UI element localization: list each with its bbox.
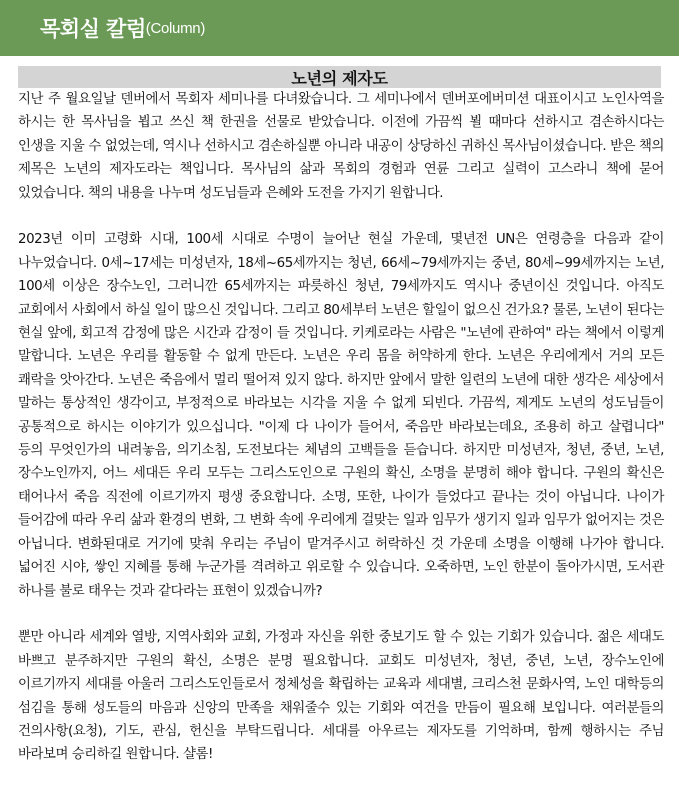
column-header-subtitle: (Column)	[145, 19, 206, 37]
article-title-bar	[18, 66, 661, 88]
column-header-bar	[0, 0, 679, 56]
article-paragraph-2: 2023년 이미 고령화 시대, 100세 시대로 수명이 늘어난 현실 가운데, 몇년전 UN은 연령층을 다음과 같이 나누었습니다. 0세~17세는 미성년자, 18세~65세까지는 청년, 66세~79세까지는 중년, 80세~99세까지는 노년, 100세 이상은 장수노인, 그러니깐 65세까지는 파릇하신 청년, 79세까지도 역시나 중년이신 것입니다. 아직도 교회에서 사회에서 하실 일이 많으신 것입니다. 그리고 80세부터 노년은 할일이 없으신 건가요? 물론, 노년이 된다는 현실 앞에, 회고적 감정에 많은 시간과 감정이 들 것입니다. 키케로라는 사람은 "노년에 관하여" 라는 책에서 이렇게 말합니다. 노년은 우리를 활동할 수 없게 만든다. 노년은 우리 몸을 허약하게 한다. 노년은 우리에게서 거의 모든 쾌락을 앗아간다. 노년은 죽음에서 멀리 떨어져 있지 않다. 하지만 앞에서 말한 일련의 노년에 대한 생각은 세상에서 말하는 통상적인 생각이고, 부정적으로 바라보는 시각을 지울 수 없게 되빈다. 가끔씩, 제게도 노년의 성도님들이 공통적으로 하시는 이야기가 있으십니다. "이제 다 나이가 들어서, 죽음만 바라보는데요, 조용히 하고 살렵니다" 등의 무엇인가의 내려놓음, 의기소침, 도전보다는 체념의 고백들을 듣습니다. 하지만 미성년자, 청년, 중년, 노년, 장수노인까지, 어느 세대든 우리 모두는 그리스도인으로 구원의 확신, 소명을 분명히 해야 합니다. 구원의 확신은 태어나서 죽음 직전에 이르기까지 평생 중요합니다. 소명, 또한, 나이가 들었다고 끝나는 것이 아닙니다. 나이가 들어감에 따라 우리 삶과 환경의 변화, 그 변화 속에 우리에게 걸맞는 일과 임무가 생기지 일과 임무가 없어지는 것은 아닙니다. 변화된대로 거기에 맞춰 우리는 주님이 맡겨주시고 허락하신 것 가운데 소명을 이행해 나가야 합니다. 넓어진 시야, 쌓인 지혜를 통해 누군가를 격려하고 위로할 수 있습니다. 오죽하면, 노인 한분이 돌아가시면, 도서관 하나를 불로 태우는 것과 같다라는 표현이 있겠습니까?	[18, 232, 664, 599]
article-paragraph-1: 지난 주 월요일날 덴버에서 목회자 세미나를 다녀왔습니다. 그 세미나에서 덴버포에버미션 대표이시고 노인사역을 하시는 한 목사님을 뵙고 쓰신 책 한권을 선물로 받았습니다. 이전에 가끔씩 뵐 때마다 선하시고 겸손하시다는 인생을 지울 수 없었는데, 역시나 선하시고 겸손하실뿐 아니라 내공이 상당하신 귀하신 목사님이셨습니다. 받은 책의 제목은 노년의 제자도라는 책입니다. 목사님의 삶과 목회의 경험과 연륜 그리고 실력이 고스라니 책에 묻어 있었습니다. 책의 내용을 나누며 성도님들과 은혜와 도전을 가지기 원합니다.	[18, 92, 664, 201]
article-body	[18, 88, 664, 767]
column-header-title: 목회실 칼럼	[40, 17, 146, 41]
article-title: 노년의 제자도	[291, 68, 388, 88]
article-paragraph-3: 뿐만 아니라 세계와 열방, 지역사회와 교회, 가정과 자신을 위한 중보기도 할 수 있는 기회가 있습니다. 젊은 세대도 바쁘고 분주하지만 구원의 확신, 소명은 분명 필요합니다. 교회도 미성년자, 청년, 중년, 노년, 장수노인에 이르기까지 세대를 아울러 그리스도인들로서 정체성을 확립하는 교육과 세대별, 크리스천 문화사역, 노인 대학등의 섬김을 통해 성도들의 마음과 신앙의 만족을 채워줄수 있는 기회와 여건을 만듬이 필요해 보입니다. 여러분들의 건의사항(요청), 기도, 관심, 헌신을 부탁드립니다. 세대를 아우르는 제자도를 기억하며, 함께 행하시는 주님 바라보며 승리하길 원합니다. 샬롬!	[18, 630, 664, 763]
